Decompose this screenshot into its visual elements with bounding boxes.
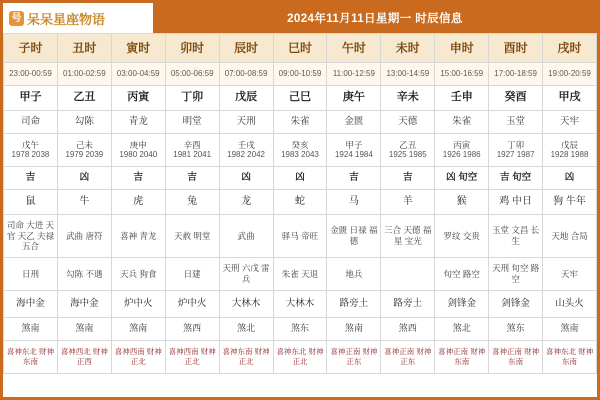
ganzhi-3: 丁卯 [165,86,219,111]
lucky-direction-1: 喜神西北 财神正西 [57,341,111,374]
duty-god-9: 玉堂 [489,111,543,134]
sha-direction-4: 煞北 [219,318,273,341]
hour-name-9[interactable]: 酉时 [489,34,543,63]
duty-god-3: 明堂 [165,111,219,134]
ganzhi-8: 壬申 [435,86,489,111]
sha-direction-3: 煞西 [165,318,219,341]
time-range-0: 23:00-00:59 [4,63,58,86]
time-range-9: 17:00-18:59 [489,63,543,86]
nayin-6: 路旁土 [327,291,381,318]
duty-god-2: 青龙 [111,111,165,134]
sha-direction-8: 煞北 [435,318,489,341]
inauspicious-2: 天兵 狗食 [111,258,165,291]
clash-4: 壬戌 1982 2042 [219,134,273,167]
zodiac-2: 虎 [111,190,165,215]
nayin-8: 剑锋金 [435,291,489,318]
zodiac-1: 牛 [57,190,111,215]
auspicious-10: 天地 合局 [543,215,597,258]
luck-10: 凶 [543,167,597,190]
time-range-5: 09:00-10:59 [273,63,327,86]
duty-god-7: 天德 [381,111,435,134]
hour-name-4[interactable]: 辰时 [219,34,273,63]
hours-table [3,33,597,374]
sha-direction-6: 煞南 [327,318,381,341]
duty-god-5: 朱雀 [273,111,327,134]
inauspicious-6: 地兵 [327,258,381,291]
ganzhi-6: 庚午 [327,86,381,111]
auspicious-4: 武曲 [219,215,273,258]
row-auspicious-stars [4,215,597,258]
clash-8: 丙寅 1926 1986 [435,134,489,167]
lucky-direction-10: 喜神东北 财神东南 [543,341,597,374]
luck-5: 凶 [273,167,327,190]
lucky-direction-3: 喜神西南 财神正北 [165,341,219,374]
ganzhi-4: 戊辰 [219,86,273,111]
zodiac-0: 鼠 [4,190,58,215]
row-clash [4,134,597,167]
inauspicious-10: 天牢 [543,258,597,291]
clash-9: 丁卯 1927 1987 [489,134,543,167]
ganzhi-0: 甲子 [4,86,58,111]
ganzhi-10: 甲戌 [543,86,597,111]
nayin-5: 大林木 [273,291,327,318]
page-title: 2024年11月11日星期一 时辰信息 [153,3,597,33]
hour-name-7[interactable]: 未时 [381,34,435,63]
nayin-10: 山头火 [543,291,597,318]
auspicious-0: 司命 大进 天官 天乙 夫禄 五合 [4,215,58,258]
auspicious-1: 武曲 唐符 [57,215,111,258]
duty-god-8: 朱雀 [435,111,489,134]
luck-9: 吉 旬空 [489,167,543,190]
lucky-direction-5: 喜神东北 财神正北 [273,341,327,374]
inauspicious-9: 天刑 旬空 路空 [489,258,543,291]
hour-name-10[interactable]: 戌时 [543,34,597,63]
ganzhi-5: 己巳 [273,86,327,111]
zodiac-3: 兔 [165,190,219,215]
duty-god-0: 司命 [4,111,58,134]
inauspicious-4: 天刑 六戊 雷兵 [219,258,273,291]
ganzhi-2: 丙寅 [111,86,165,111]
time-range-3: 05:00-06:59 [165,63,219,86]
nayin-3: 炉中火 [165,291,219,318]
lucky-direction-2: 喜神西南 财神正北 [111,341,165,374]
auspicious-6: 金匮 日禄 福德 [327,215,381,258]
inauspicious-0: 日刑 [4,258,58,291]
row-luck [4,167,597,190]
time-range-10: 19:00-20:59 [543,63,597,86]
hour-name-2[interactable]: 寅时 [111,34,165,63]
top-bar [3,3,597,33]
brand [3,9,105,28]
zodiac-9: 鸡 中日 [489,190,543,215]
brand-logo-icon: 号 [9,11,24,26]
row-inauspicious-stars [4,258,597,291]
nayin-9: 剑锋金 [489,291,543,318]
nayin-0: 海中金 [4,291,58,318]
inauspicious-7 [381,258,435,291]
inauspicious-3: 日建 [165,258,219,291]
sha-direction-0: 煞南 [4,318,58,341]
clash-0: 戊午 1978 2038 [4,134,58,167]
lucky-direction-4: 喜神东南 财神正北 [219,341,273,374]
lucky-direction-0: 喜神东北 财神东南 [4,341,58,374]
time-range-1: 01:00-02:59 [57,63,111,86]
zodiac-7: 羊 [381,190,435,215]
lucky-direction-7: 喜神正南 财神正东 [381,341,435,374]
nayin-1: 海中金 [57,291,111,318]
row-hour-names [4,34,597,63]
zodiac-6: 马 [327,190,381,215]
duty-god-10: 天牢 [543,111,597,134]
brand-name: 呆呆星座物语 [27,11,106,27]
inauspicious-8: 旬空 路空 [435,258,489,291]
row-zodiac [4,190,597,215]
nayin-7: 路旁土 [381,291,435,318]
luck-1: 凶 [57,167,111,190]
hour-name-8[interactable]: 申时 [435,34,489,63]
luck-8: 凶 旬空 [435,167,489,190]
sha-direction-5: 煞东 [273,318,327,341]
luck-0: 吉 [4,167,58,190]
clash-2: 庚申 1980 2040 [111,134,165,167]
hour-name-0[interactable]: 子时 [4,34,58,63]
luck-3: 吉 [165,167,219,190]
luck-7: 吉 [381,167,435,190]
row-lucky-directions [4,341,597,374]
time-range-8: 15:00-16:59 [435,63,489,86]
time-range-4: 07:00-08:59 [219,63,273,86]
lucky-direction-8: 喜神正南 财神东南 [435,341,489,374]
row-sha-direction [4,318,597,341]
auspicious-7: 三合 天德 福星 宝光 [381,215,435,258]
lucky-direction-9: 喜神正南 财神东南 [489,341,543,374]
clash-3: 辛酉 1981 2041 [165,134,219,167]
hour-name-5[interactable]: 巳时 [273,34,327,63]
sha-direction-9: 煞东 [489,318,543,341]
duty-god-4: 天刑 [219,111,273,134]
auspicious-3: 天赦 明堂 [165,215,219,258]
auspicious-2: 喜神 青龙 [111,215,165,258]
clash-10: 戊辰 1928 1988 [543,134,597,167]
sha-direction-7: 煞西 [381,318,435,341]
clash-1: 己未 1979 2039 [57,134,111,167]
luck-4: 凶 [219,167,273,190]
nayin-2: 炉中火 [111,291,165,318]
hour-name-6[interactable]: 午时 [327,34,381,63]
clash-7: 乙丑 1925 1985 [381,134,435,167]
sha-direction-1: 煞南 [57,318,111,341]
duty-god-1: 勾陈 [57,111,111,134]
time-range-6: 11:00-12:59 [327,63,381,86]
row-duty-god [4,111,597,134]
ganzhi-1: 乙丑 [57,86,111,111]
hour-name-3[interactable]: 卯时 [165,34,219,63]
sha-direction-10: 煞南 [543,318,597,341]
clash-6: 甲子 1924 1984 [327,134,381,167]
time-range-2: 03:00-04:59 [111,63,165,86]
zodiac-10: 狗 牛年 [543,190,597,215]
zodiac-8: 猴 [435,190,489,215]
duty-god-6: 金匮 [327,111,381,134]
row-nayin [4,291,597,318]
inauspicious-1: 勾陈 不遇 [57,258,111,291]
lucky-direction-6: 喜神正南 财神正东 [327,341,381,374]
row-time-ranges [4,63,597,86]
inauspicious-5: 朱雀 天退 [273,258,327,291]
nayin-4: 大林木 [219,291,273,318]
ganzhi-7: 辛未 [381,86,435,111]
auspicious-9: 玉堂 文昌 长生 [489,215,543,258]
luck-2: 吉 [111,167,165,190]
luck-6: 吉 [327,167,381,190]
auspicious-5: 驿马 帝旺 [273,215,327,258]
auspicious-8: 罗纹 交贵 [435,215,489,258]
time-range-7: 13:00-14:59 [381,63,435,86]
ganzhi-9: 癸酉 [489,86,543,111]
hour-name-1[interactable]: 丑时 [57,34,111,63]
row-ganzhi [4,86,597,111]
clash-5: 癸亥 1983 2043 [273,134,327,167]
zodiac-5: 蛇 [273,190,327,215]
zodiac-4: 龙 [219,190,273,215]
sha-direction-2: 煞南 [111,318,165,341]
